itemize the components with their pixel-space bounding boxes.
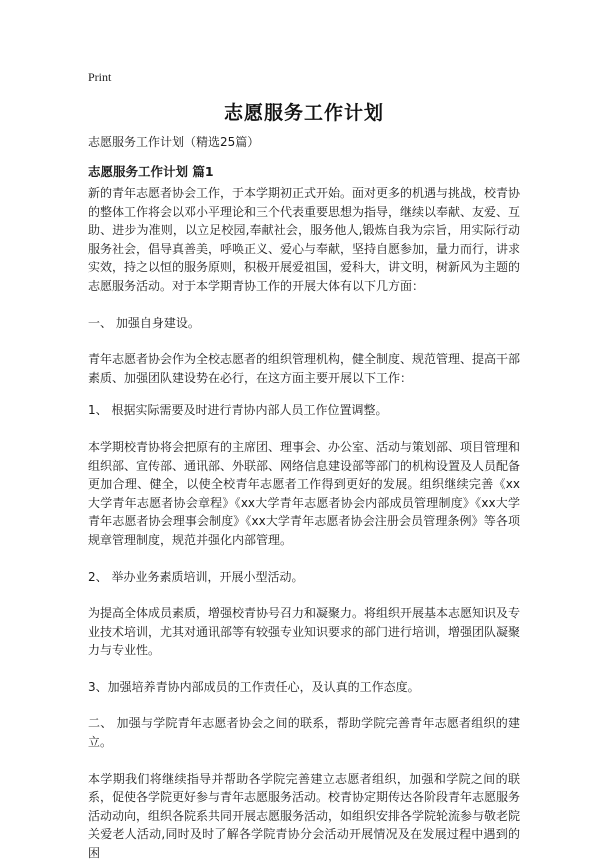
paragraph-heading-2: 二、 加强与学院青年志愿者协会之间的联系，帮助学院完善青年志愿者组织的建立。 [88, 716, 520, 750]
paragraph: 为提高全体成员素质，增强校青协号召力和凝聚力。将组织开展基本志愿知识及专业技术培训，尤其对通讯部等有较强专业知识要求的部门进行培训，增强团队凝聚力与专业性。 [88, 606, 521, 658]
document-subtitle: 志愿服务工作计划（精选25篇） [88, 135, 260, 149]
paragraph-intro: 新的青年志愿者协会工作，于本学期初正式开始。面对更多的机遇与挑战，校青协的整体工作将会以邓小平理论和三个代表重要思想为指导，继续以奉献、友爱、互助、进步为准则，以立足校园,奉献社会，服务他人,锻炼自我为宗旨，用实际行动服务社会，倡导真善美，呼唤正义、爱心与奉献，坚持自愿参加，量力而行，讲求实效，持之以恒的服务原则，积极开展爱祖国，爱科大，讲文明，树新风为主题的志愿服务活动。对于本学期青协工作的开展大体有以下几方面： [88, 186, 521, 293]
paragraph-item-1: 1、 根据实际需要及时进行青协内部人员工作位置调整。 [88, 403, 388, 418]
paragraph-heading-1: 一、 加强自身建设。 [88, 315, 200, 330]
print-label[interactable]: Print [88, 70, 112, 84]
paragraph: 本学期我们将继续指导并帮助各学院完善建立志愿者组织，加强和学院之间的联系，促使各学院更好参与青年志愿服务活动。校青协定期传达各阶段青年志愿服务活动动向，组织各院系共同开展志愿服务活动，如组织安排各学院轮流参与敬老院关爱老人活动,同时及时了解各学院青协分会活动开展情况及在发展过程中遇到的困 [88, 771, 521, 861]
document-body [88, 184, 520, 863]
section-heading: 志愿服务工作计划 篇1 [88, 164, 214, 179]
paragraph: 青年志愿者协会作为全校志愿者的组织管理机构，健全制度、规范管理、提高干部素质、加强团队建设势在必行，在这方面主要开展以下工作： [88, 352, 521, 385]
paragraph: 本学期校青协将会把原有的主席团、理事会、办公室、活动与策划部、项目管理和组织部、宣传部、通讯部、外联部、网络信息建设部等部门的机构设置及人员配备更加合理、健全，以使全校青年志愿者工作得到更好的发展。组织继续完善《xx大学青年志愿者协会章程》《xx大学青年志愿者协会内部成员管理制度》《xx大学青年志愿者协会理事会制度》《xx大学青年志愿者协会注册会员管理条例》等各项规章管理制度，规范并强化内部管理。 [88, 439, 521, 547]
paragraph-item-2: 2、 举办业务素质培训，开展小型活动。 [88, 569, 304, 584]
document-title: 志愿服务工作计划 [223, 102, 384, 124]
paragraph-item-3: 3、加强培养青协内部成员的工作责任心，及认真的工作态度。 [88, 679, 420, 694]
